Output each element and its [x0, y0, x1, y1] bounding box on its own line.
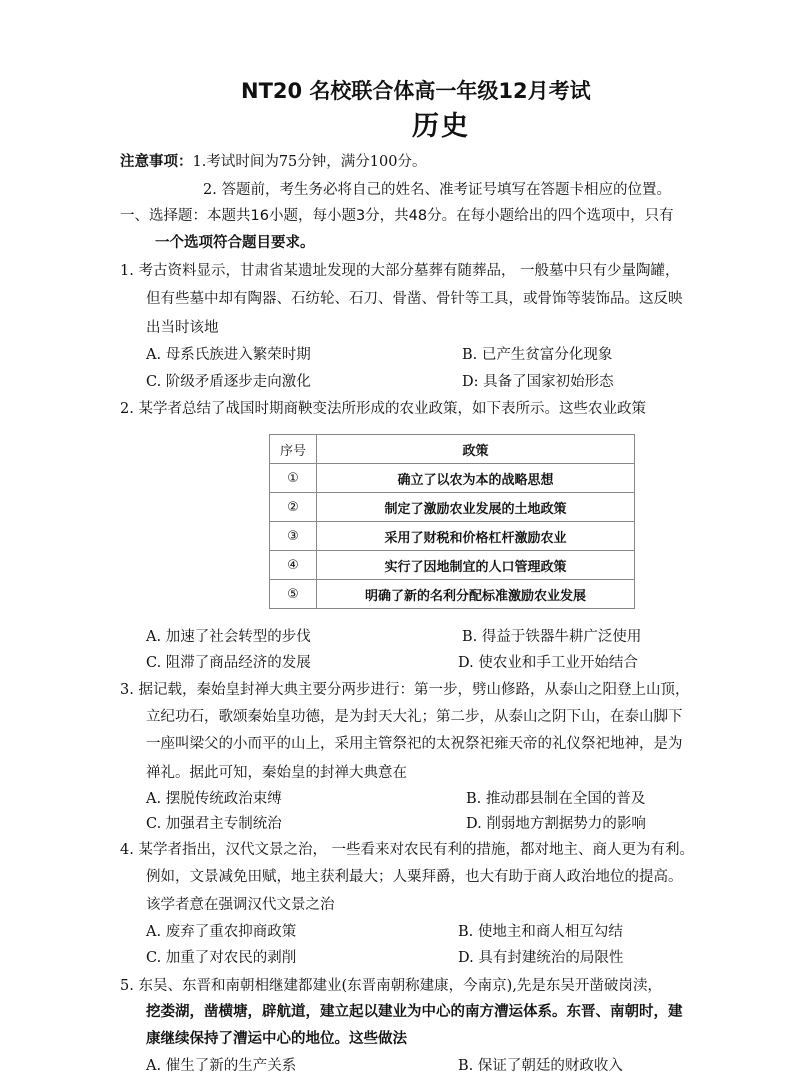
q4-option-b: B. 使地主和商人相互勾结	[458, 924, 623, 940]
q4-stem-line-2: 例如，文景减免田赋，地主获利最大；人粟拜爵，也大有助于商人政治地位的提高。	[146, 869, 683, 885]
table-row	[270, 493, 635, 522]
q1-option-a: A. 母系氏族进入繁荣时期	[146, 347, 311, 363]
table-cell-policy: 明确了新的名利分配标准激励农业发展	[317, 580, 635, 609]
q1-option-d: D: 具备了国家初始形态	[462, 374, 614, 390]
q4-stem-line-1: 4. 某学者指出，汉代文景之治， 一些看来对农民有利的措施，都对地主、商人更为有利。	[120, 842, 695, 858]
table-row	[270, 522, 635, 551]
table-cell-policy: 实行了因地制宜的人口管理政策	[317, 551, 635, 580]
section-heading-line-1: 一、选择题：本题共16小题，每小题3分，共48分。在每小题给出的四个选项中，只有	[120, 208, 674, 224]
q4-option-d: D. 具有封建统治的局限性	[458, 950, 624, 966]
q1-stem-line-2: 但有些墓中却有陶器、石纺轮、石刀、骨凿、骨针等工具，或骨饰等装饰品。这反映	[146, 291, 683, 307]
table-row	[270, 551, 635, 580]
exam-title: NT20 名校联合体高一年级12月考试	[241, 79, 591, 103]
q3-option-d: D. 削弱地方割据势力的影响	[466, 816, 646, 832]
q1-stem-line-1: 1. 考古资料显示，甘肃省某遗址发现的大部分墓葬有随葬品， 一般墓中只有少量陶罐，	[120, 263, 680, 279]
table-cell-policy: 采用了财税和价格杠杆激励农业	[317, 522, 635, 551]
q3-option-c: C. 加强君主专制统治	[146, 816, 282, 832]
q4-option-a: A. 废弃了重农抑商政策	[146, 924, 297, 940]
q3-stem-line-1: 3. 据记载，秦始皇封禅大典主要分两步进行：第一步，劈山修路，从泰山之阳登上山顶，	[120, 682, 690, 698]
table-row	[270, 580, 635, 609]
notice-item-2: 2. 答题前，考生务必将自己的姓名、准考证号填写在答题卡相应的位置。	[203, 182, 671, 198]
q2-option-b: B. 得益于铁器牛耕广泛使用	[462, 629, 642, 645]
table-cell-policy: 确立了以农为本的战略思想	[317, 464, 635, 493]
subject-title: 历史	[412, 111, 470, 142]
q2-stem-line-1: 2. 某学者总结了战国时期商鞅变法所形成的农业政策，如下表所示。这些农业政策	[120, 401, 646, 417]
q5-option-a: A. 催生了新的生产关系	[146, 1058, 297, 1074]
notice-label: 注意事项：	[120, 154, 193, 170]
q2-option-d: D. 使农业和手工业开始结合	[458, 655, 638, 671]
q2-option-a: A. 加速了社会转型的步伐	[146, 629, 311, 645]
q5-option-b: B. 保证了朝廷的财政收入	[458, 1058, 623, 1074]
table-cell-policy: 制定了激励农业发展的土地政策	[317, 493, 635, 522]
q5-stem-line-1: 5. 东吴、东晋和南朝相继建都建业(东晋南朝称建康，今南京),先是东吴开凿破岗渎，	[120, 978, 662, 994]
q5-stem-line-3: 康继续保持了漕运中心的地位。这些做法	[146, 1031, 407, 1047]
q1-option-b: B. 已产生贫富分化现象	[462, 347, 613, 363]
table-header-row	[270, 435, 635, 464]
table-cell-index: ②	[270, 493, 317, 522]
table-cell-index: ③	[270, 522, 317, 551]
section-heading-line-2: 一个选项符合题目要求。	[155, 235, 315, 251]
q3-option-b: B. 推动郡县制在全国的普及	[466, 791, 646, 807]
q3-option-a: A. 摆脱传统政治束缚	[146, 791, 282, 807]
policy-table	[269, 434, 635, 609]
q5-stem-line-2: 挖娄湖，凿横塘，辟航道，建立起以建业为中心的南方漕运体系。东晋、南朝时，建	[146, 1004, 683, 1020]
table-header-policy: 政策	[317, 435, 635, 464]
table-cell-index: ④	[270, 551, 317, 580]
table-row	[270, 464, 635, 493]
q1-option-c: C. 阶级矛盾逐步走向激化	[146, 374, 311, 390]
q2-option-c: C. 阻滞了商品经济的发展	[146, 655, 311, 671]
q3-stem-line-2: 立纪功石，歌颂秦始皇功德，是为封天大礼；第二步，从泰山之阴下山，在泰山脚下	[146, 709, 683, 725]
q3-stem-line-3: 一座叫梁父的小而平的山上，采用主管祭祀的太祝祭祀雍天帝的礼仪祭祀地神，是为	[146, 736, 683, 752]
q4-option-c: C. 加重了对农民的剥削	[146, 950, 297, 966]
table-cell-index: ①	[270, 464, 317, 493]
q1-stem-line-3: 出当时该地	[146, 320, 219, 336]
q4-stem-line-3: 该学者意在强调汉代文景之治	[146, 897, 335, 913]
q3-stem-line-4: 禅礼。据此可知，秦始皇的封禅大典意在	[146, 765, 407, 781]
notice-line-1	[120, 150, 426, 171]
table-cell-index: ⑤	[270, 580, 317, 609]
table-header-index: 序号	[270, 435, 317, 464]
notice-item-1: 1.考试时间为75分钟，满分100分。	[192, 154, 427, 170]
